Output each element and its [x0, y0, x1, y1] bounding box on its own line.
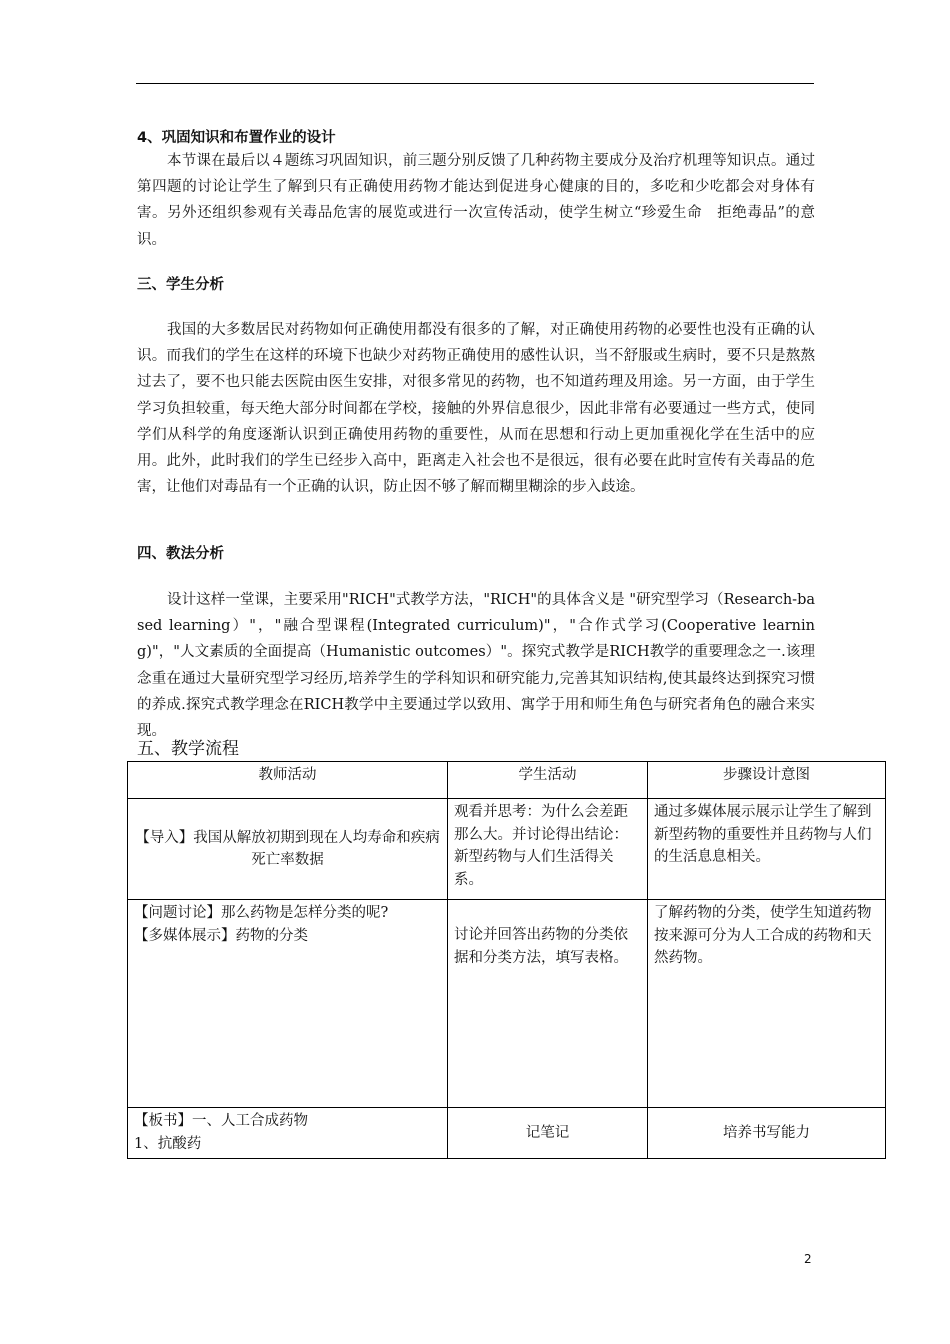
teacher-activity-cell: [128, 1108, 448, 1159]
section-4-body: 本节课在最后以４题练习巩固知识，前三题分别反馈了几种药物主要成分及治疗机理等知识点。通过第四题的讨论让学生了解到只有正确使用药物才能达到促进身心健康的目的，多吃和少吃都会对身体有害。另外还组织参观有关毒品危害的展览或进行一次宣传活动，使学生树立“珍爱生命 拒绝毒品”的意识。: [137, 153, 815, 248]
student-activity-cell: 观看并思考：为什么会差距那么大。并讨论得出结论：新型药物与人们生活得关系。: [448, 799, 648, 900]
student-analysis-body: 我国的大多数居民对药物如何正确使用都没有很多的了解，对正确使用药物的必要性也没有正确的认识。而我们的学生在这样的环境下也缺少对药物正确使用的感性认识，当不舒服或生病时，要不只是熬熬过去了，要不也只能去医院由医生安排，对很多常见的药物，也不知道药理及用途。另一方面，由于学生学习负担较重，每天绝大部分时间都在学校，接触的外界信息很少，因此非常有必要通过一些方式，使同学们从科学的角度逐渐认识到正确使用药物的重要性，从而在思想和行动上更加重视化学在生活中的应用。此外，此时我们的学生已经步入高中，距离走入社会也不是很远，很有必要在此时宣传有关毒品的危害，让他们对毒品有一个正确的认识，防止因不够了解而糊里糊涂的步入歧途。: [137, 322, 815, 496]
teacher-activity-text: 1、抗酸药: [134, 1135, 202, 1152]
table-row: [128, 799, 886, 900]
header-rule: [136, 83, 814, 84]
section-4-heading: 4、巩固知识和布置作业的设计: [137, 130, 336, 146]
column-header-teacher: 教师活动: [128, 762, 448, 799]
student-analysis-heading: 三、学生分析: [137, 277, 224, 293]
teacher-activity-text: 【板书】一、人工合成药物: [134, 1113, 308, 1129]
table-row: [128, 900, 886, 1108]
teaching-flow-heading: 五、教学流程: [137, 739, 239, 759]
column-header-intent: 步骤设计意图: [648, 762, 886, 799]
teacher-activity-text: 【导入】我国从解放初期到现在人均寿命和疾病死亡率数据: [135, 829, 440, 868]
teacher-activity-cell: [128, 900, 448, 1108]
teaching-method-body: 设计这样一堂课，主要采用"RICH"式教学方法，"RICH"的具体含义是 "研究型学习（Research-based learning）"，"融合型课程(Integrated curriculum)"，"合作式学习(Cooperative learning)"，"人文素质的全面提高（Humanistic outcomes）"。探究式教学是RICH教学的重要理念之一.该理念重在通过大量研究型学习经历,培养学生的学科知识和研究能力,完善其知识结构,使其最终达到探究习惯的养成.探究式教学理念在RICH教学中主要通过学以致用、寓学于用和师生角色与研究者角色的融合来实现。: [137, 592, 815, 740]
design-intent-cell: 通过多媒体展示展示让学生了解到新型药物的重要性并且药物与人们的生活息息相关。: [648, 799, 886, 900]
design-intent-cell: 了解药物的分类，使学生知道药物按来源可分为人工合成的药物和天然药物。: [648, 900, 886, 1108]
table-header-row: [128, 762, 886, 799]
student-activity-cell: 记笔记: [448, 1108, 648, 1159]
table-row: [128, 1108, 886, 1159]
teacher-activity-text: 【多媒体展示】药物的分类: [134, 927, 308, 944]
student-activity-text: 讨论并回答出药物的分类依据和分类方法，填写表格。: [454, 927, 628, 966]
design-intent-cell: 培养书写能力: [648, 1108, 886, 1159]
column-header-student: 学生活动: [448, 762, 648, 799]
teacher-activity-cell: [128, 799, 448, 900]
teacher-activity-text: 【问题讨论】那么药物是怎样分类的呢?: [134, 905, 389, 921]
page-number: 2: [804, 1252, 812, 1266]
student-activity-cell: [448, 900, 648, 1108]
teaching-flow-table: [127, 761, 886, 1159]
teaching-method-heading: 四、教法分析: [137, 546, 224, 562]
